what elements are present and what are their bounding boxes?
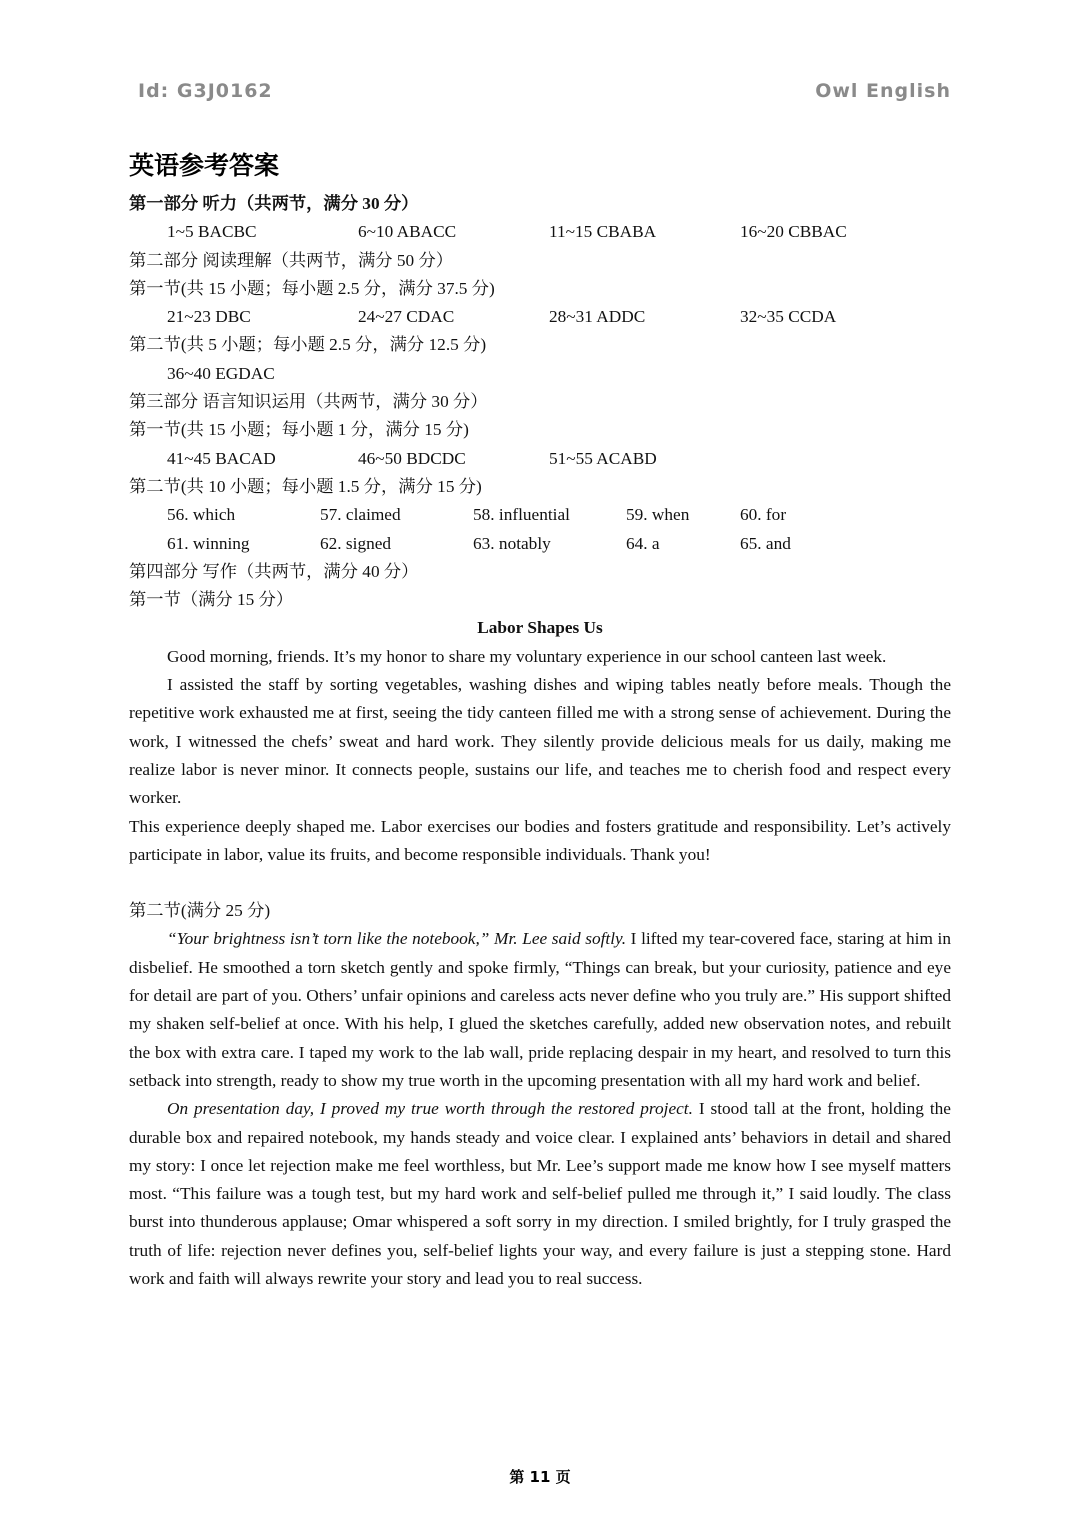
part2-heading: 第二部分 阅读理解（共两节，满分 50 分）: [129, 250, 454, 270]
part1-heading: 第一部分 听力（共两节，满分 30 分）: [129, 194, 419, 213]
part3-sec2-heading: 第二节(共 10 小题；每小题 1.5 分，满分 15 分): [129, 476, 482, 496]
part4-sec1-heading: 第一节（满分 15 分）: [129, 590, 294, 610]
part1-answers-row: [129, 218, 951, 246]
answer-group: 1~5 BACBC: [167, 222, 257, 242]
answer-group: 46~50 BDCDC: [358, 448, 466, 468]
essay-paragraph-3: This experience deeply shaped me. Labor exercises our bodies and fosters gratitude and responsibility. Let’s actively participate in labor, value its fruits, and become responsible individuals. Thank you!: [129, 816, 951, 864]
answer-group: 41~45 BACAD: [167, 448, 276, 468]
cloze-answer: 57. claimed: [320, 505, 401, 525]
answer-group: 24~27 CDAC: [358, 307, 455, 327]
part3-sec1-answers-row: [129, 445, 951, 473]
essay-paragraph-1: Good morning, friends. It’s my honor to share my voluntary experience in our school canteen last week.: [167, 646, 887, 666]
answer-group: 6~10 ABACC: [358, 222, 457, 242]
cloze-answer: 58. influential: [473, 505, 570, 525]
story-paragraph-1-body: I lifted my tear-covered face, staring at him in disbelief. He smoothed a torn sketch gently and spoke firmly, “Things can break, but your curiosity, patience and eye for detail are part of you. Others’ unfair opinions and careless acts never define who you truly are.” His support shifted my shaken self-belief at once. With his help, I glued the sketches carefully, added new observation notes, and rebuilt the box with extra care. I taped my work to the lab wall, pride replacing despair in my heart, and resolved to turn this setback into strength, ready to show my true worth in the upcoming presentation with all my hard work and belief.: [129, 929, 951, 1090]
part2-sec2-answer: 36~40 EGDAC: [167, 363, 275, 383]
story-paragraph-2-lead: On presentation day, I proved my true worth through the restored project.: [167, 1099, 693, 1119]
answer-content: [129, 190, 951, 1293]
cloze-answer: 64. a: [626, 533, 660, 553]
essay-title: Labor Shapes Us: [477, 618, 603, 638]
cloze-answer: 61. winning: [167, 533, 250, 553]
doc-id: Id: G3J0162: [138, 80, 273, 102]
answer-group: 51~55 ACABD: [549, 448, 657, 468]
part2-sec1-heading: 第一节(共 15 小题；每小题 2.5 分，满分 37.5 分): [129, 278, 495, 298]
cloze-answer: 59. when: [626, 505, 690, 525]
brand-name: Owl English: [815, 80, 951, 102]
page-number: 第 11 页: [509, 1468, 571, 1486]
answer-group: 32~35 CCDA: [740, 307, 837, 327]
answer-group: 21~23 DBC: [167, 307, 251, 327]
answer-group: 28~31 ADDC: [549, 307, 646, 327]
part3-sec1-heading: 第一节(共 15 小题；每小题 1 分，满分 15 分): [129, 420, 469, 440]
story-paragraph-2: [129, 1095, 951, 1293]
part4-sec2-heading: 第二节(满分 25 分): [129, 901, 271, 921]
cloze-answer: 65. and: [740, 533, 791, 553]
part3-heading: 第三部分 语言知识运用（共两节，满分 30 分）: [129, 392, 488, 412]
essay-paragraph-2: I assisted the staff by sorting vegetables, washing dishes and wiping tables neatly before meals. Though the repetitive work exhausted me at first, seeing the tidy canteen filled me with a strong sense of achievement. During the work, I witnessed the chefs’ sweat and hard work. They silently provide delicious meals for us daily, making me realize labor is never minor. It connects people, sustains our life, and teaches me to cherish food and respect every worker.: [129, 675, 951, 808]
part2-sec1-answers-row: [129, 303, 951, 331]
story-paragraph-1-lead: “Your brightness isn’t torn like the notebook,” Mr. Lee said softly.: [167, 929, 627, 949]
part2-sec2-heading: 第二节(共 5 小题；每小题 2.5 分，满分 12.5 分): [129, 335, 487, 355]
answer-group: 11~15 CBABA: [549, 222, 657, 242]
cloze-answer: 56. which: [167, 505, 236, 525]
page-title: 英语参考答案: [129, 151, 280, 180]
part3-sec2-answers-row-1: [129, 501, 951, 529]
cloze-answer: 63. notably: [473, 533, 551, 553]
story-paragraph-2-body: I stood tall at the front, holding the durable box and repaired notebook, my hands steady and voice clear. I explained ants’ behaviors in detail and shared my story: I once let rejection make me feel worthless, but Mr. Lee’s support made me know how I see myself matters most. “This failure was a tough test, but my hard work and self-belief pulled me through it,” I said loudly. The class burst into thunderous applause; Omar whispered a soft sorry in my direction. I smiled brightly, for I truly grasped the truth of life: rejection never defines you, self-belief lights your way, and every failure is just a stepping stone. Hard work and faith will always rewrite your story and lead you to real success.: [129, 1099, 951, 1288]
cloze-answer: 62. signed: [320, 533, 392, 553]
spacer: [129, 869, 951, 897]
story-paragraph-1: [129, 925, 951, 1095]
part4-heading: 第四部分 写作（共两节，满分 40 分）: [129, 561, 419, 581]
answer-group: 16~20 CBBAC: [740, 222, 847, 242]
part3-sec2-answers-row-2: [129, 530, 951, 558]
cloze-answer: 60. for: [740, 505, 787, 525]
